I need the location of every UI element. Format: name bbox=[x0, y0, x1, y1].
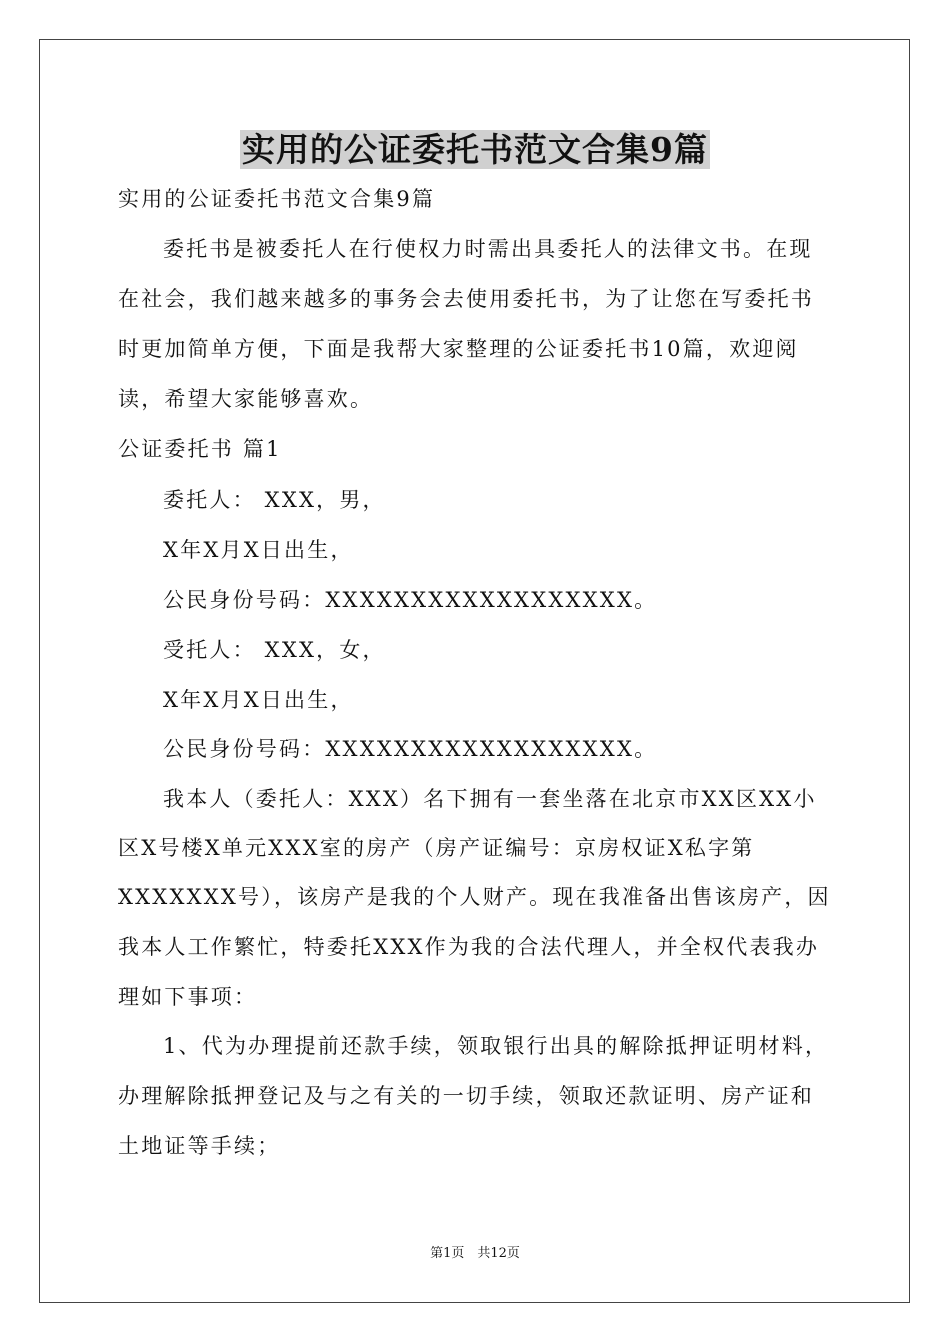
paragraph-line: 理如下事项： bbox=[118, 985, 258, 1009]
paragraph-line: 受托人： XXX，女， bbox=[163, 638, 386, 662]
paragraph-line: XXXXXXX号），该房产是我的个人财产。现在我准备出售该房产，因 bbox=[118, 885, 831, 909]
paragraph-line: 土地证等手续； bbox=[118, 1134, 281, 1158]
paragraph-line: 公民身份号码：XXXXXXXXXXXXXXXXXX。 bbox=[163, 588, 658, 612]
paragraph-line: 在社会，我们越来越多的事务会去使用委托书，为了让您在写委托书 bbox=[118, 287, 814, 311]
document-title: 实用的公证委托书范文合集9篇 bbox=[242, 130, 708, 169]
subtitle-line: 实用的公证委托书范文合集9篇 bbox=[118, 187, 436, 211]
paragraph-line: 时更加简单方便，下面是我帮大家整理的公证委托书10篇，欢迎阅 bbox=[118, 337, 799, 361]
paragraph-line: 区X号楼X单元XXX室的房产（房产证编号：京房权证X私字第 bbox=[118, 836, 755, 860]
paragraph-line: 公民身份号码：XXXXXXXXXXXXXXXXXX。 bbox=[163, 737, 658, 761]
paragraph-line: 我本人（委托人：XXX）名下拥有一套坐落在北京市XX区XX小 bbox=[163, 787, 817, 811]
page-number: 第1页 共12页 bbox=[430, 1246, 520, 1261]
paragraph-line: X年X月X日出生， bbox=[163, 538, 354, 562]
page-border bbox=[39, 39, 910, 1303]
paragraph-line: 办理解除抵押登记及与之有关的一切手续，领取还款证明、房产证和 bbox=[118, 1084, 814, 1108]
paragraph-line: 我本人工作繁忙，特委托XXX作为我的合法代理人，并全权代表我办 bbox=[118, 935, 820, 959]
section-heading: 公证委托书 篇1 bbox=[118, 437, 282, 461]
paragraph-line: 委托人： XXX，男， bbox=[163, 488, 386, 512]
paragraph-line: 委托书是被委托人在行使权力时需出具委托人的法律文书。在现 bbox=[163, 237, 813, 261]
paragraph-line: X年X月X日出生， bbox=[163, 688, 354, 712]
paragraph-line: 读，希望大家能够喜欢。 bbox=[118, 387, 374, 411]
paragraph-line: 1、代为办理提前还款手续，领取银行出具的解除抵押证明材料， bbox=[163, 1034, 829, 1058]
